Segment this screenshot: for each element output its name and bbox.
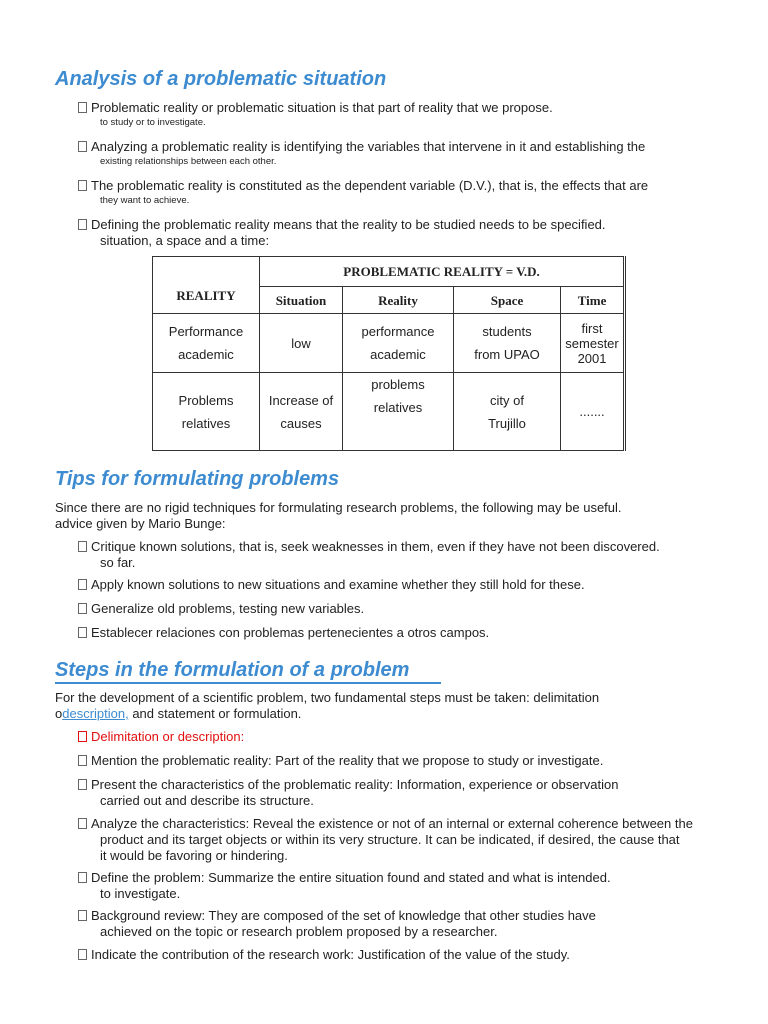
table-column-header: Situation [260,287,343,314]
list-item: Define the problem: Summarize the entire situation found and stated and what is intended. to investigate. [78,870,611,902]
list-item-red: Delimitation or description: [78,729,244,745]
checkbox-bullet-icon [78,818,87,829]
list-item: The problematic reality is constituted as the dependent variable (D.V.), that is, the effects that are they want to achieve. [78,178,648,207]
table-cell: Increase of causes [260,373,343,451]
checkbox-bullet-icon [78,141,87,152]
table-top-header: PROBLEMATIC REALITY = V.D. [260,257,625,287]
list-item: Problematic reality or problematic situation is that part of reality that we propose. to study or to investigate. [78,100,553,129]
table-cell: low [260,314,343,373]
checkbox-bullet-icon [78,180,87,191]
table-cell: first semester 2001 [561,314,625,373]
checkbox-bullet-icon [78,731,87,742]
list-item: Mention the problematic reality: Part of the reality that we propose to study or investigate. [78,753,603,769]
table-row [153,314,625,373]
description-link[interactable]: description, [62,706,129,721]
checkbox-bullet-icon [78,603,87,614]
table-row-header: REALITY [153,257,260,314]
table-cell: city of Trujillo [454,373,561,451]
section-heading-analysis: Analysis of a problematic situation [55,68,387,90]
table-row [153,373,625,451]
checkbox-bullet-icon [78,755,87,766]
list-item: Background review: They are composed of the set of knowledge that other studies have achieved on the topic or research problem proposed by a researcher. [78,908,596,940]
list-item: Critique known solutions, that is, seek weaknesses in them, even if they have not been discovered. so far. [78,539,660,571]
checkbox-bullet-icon [78,910,87,921]
checkbox-bullet-icon [78,579,87,590]
checkbox-bullet-icon [78,219,87,230]
table-cell: Problems relatives [153,373,260,451]
section-heading-tips: Tips for formulating problems [55,468,340,490]
table-column-header: Space [454,287,561,314]
list-item: Indicate the contribution of the research work: Justification of the value of the study. [78,947,570,963]
table-cell: performance academic [343,314,454,373]
list-item: Analyze the characteristics: Reveal the existence or not of an internal or external coherence between the product and its target objects or within its very structure. It can be indicated, if desired, the cause that it would be favoring or hindering. [78,816,693,864]
checkbox-bullet-icon [78,102,87,113]
list-item: Apply known solutions to new situations and examine whether they still hold for these. [78,577,585,593]
list-item: Analyzing a problematic reality is identifying the variables that intervene in it and establishing the existing relationships between each other. [78,139,645,168]
paragraph: For the development of a scientific problem, two fundamental steps must be taken: delimitation odescription, and statement or formulation. [55,690,600,721]
list-item: Present the characteristics of the problematic reality: Information, experience or observation carried out and describe its structure. [78,777,618,809]
table-column-header: Time [561,287,625,314]
list-item: Generalize old problems, testing new variables. [78,601,364,617]
table-cell: ....... [561,373,625,451]
list-item: Establecer relaciones con problemas pertenecientes a otros campos. [78,625,489,641]
problematic-reality-table [152,256,626,451]
checkbox-bullet-icon [78,949,87,960]
table-cell: problems relatives [343,373,454,451]
section-heading-steps: Steps in the formulation of a problem [55,659,441,684]
checkbox-bullet-icon [78,872,87,883]
table-column-header: Reality [343,287,454,314]
checkbox-bullet-icon [78,627,87,638]
paragraph: Since there are no rigid techniques for formulating research problems, the following may be useful. advice given by Mario Bunge: [55,500,622,531]
table-cell: Performance academic [153,314,260,373]
checkbox-bullet-icon [78,541,87,552]
checkbox-bullet-icon [78,779,87,790]
list-item: Defining the problematic reality means that the reality to be studied needs to be specified. situation, a space and a time: [78,217,606,249]
table-cell: students from UPAO [454,314,561,373]
